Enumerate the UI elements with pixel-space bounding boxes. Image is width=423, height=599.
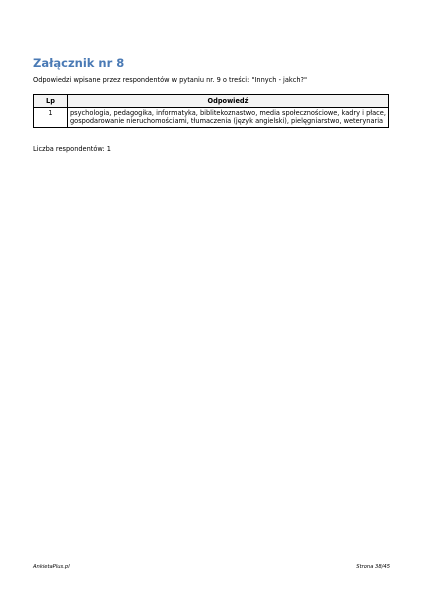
row-lp: 1	[34, 107, 68, 127]
row-answer: psychologia, pedagogika, informatyka, biblitekoznastwo, media społecznościowe, kadry i płace, gospodarowanie nieruchomościami, tłumaczenia (język angielski), pielęgniarstwo, weterynaria	[68, 107, 389, 127]
answers-table	[33, 94, 389, 128]
footer-brand: AnkietaPlus.pl	[33, 564, 70, 570]
table-row	[34, 107, 389, 127]
footer-page-number: Strona 38/45	[356, 564, 390, 570]
header-lp: Lp	[34, 95, 68, 108]
question-intro: Odpowiedzi wpisane przez respondentów w pytaniu nr. 9 o treści: "Innych - jakch?"	[33, 76, 308, 84]
respondents-count: Liczba respondentów: 1	[33, 145, 111, 153]
page-title: Załącznik nr 8	[33, 56, 125, 70]
table-header-row	[34, 95, 389, 108]
header-answer: Odpowiedź	[68, 95, 389, 108]
